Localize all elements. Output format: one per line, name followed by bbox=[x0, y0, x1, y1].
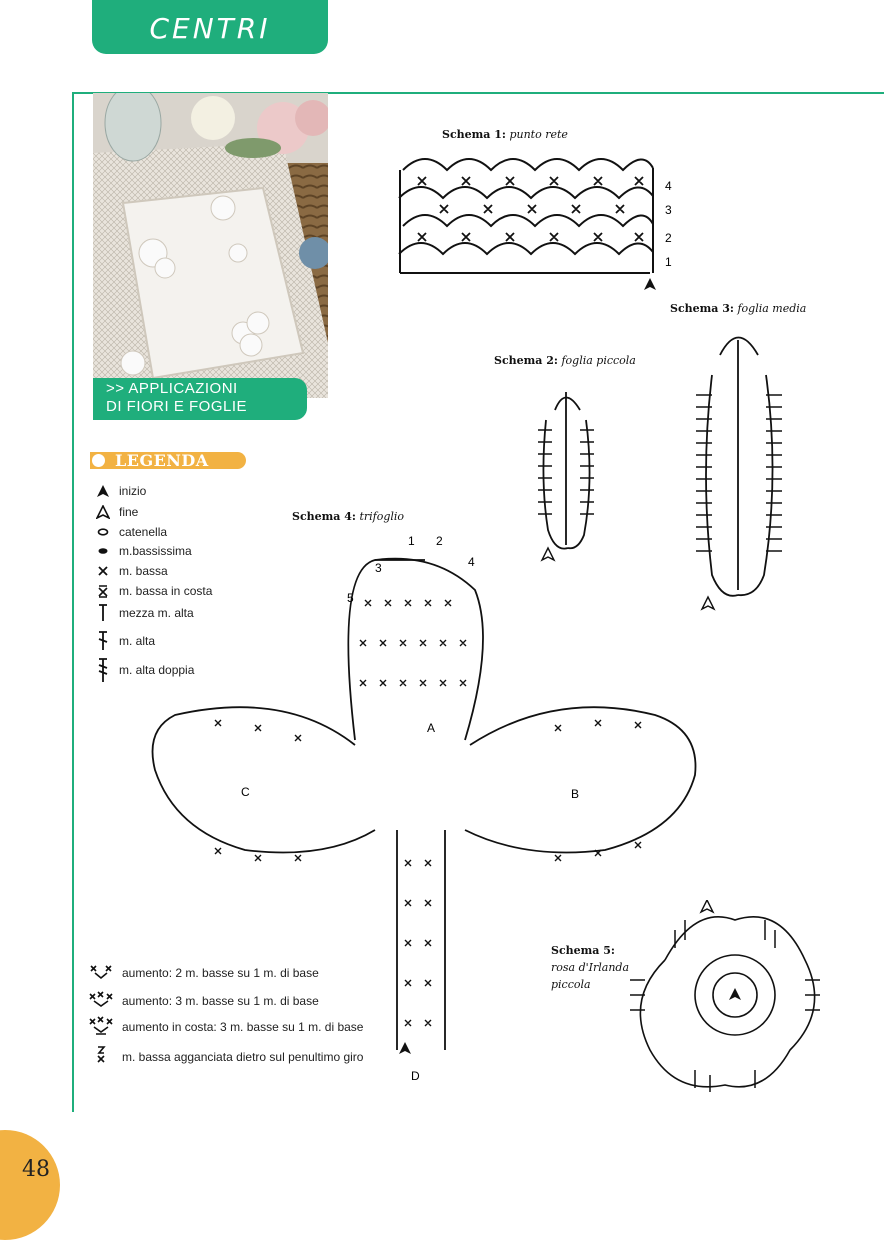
legend-item: m. alta bbox=[92, 631, 155, 651]
banner-line-2: DI FIORI E FOGLIE bbox=[106, 398, 248, 415]
schema-4-num-4: 4 bbox=[468, 555, 475, 569]
treble-crochet-symbol-icon bbox=[92, 660, 114, 680]
legend-item: catenella bbox=[92, 522, 167, 542]
schema-1-diagram bbox=[385, 150, 685, 295]
schema-4-num-2: 2 bbox=[436, 534, 443, 548]
increase-two-icon bbox=[88, 962, 114, 985]
legend-item: m. bassa in costa bbox=[92, 581, 212, 601]
start-symbol-icon bbox=[92, 481, 114, 501]
schema-5-label: Schema 5: rosa d'Irlanda piccola bbox=[551, 944, 630, 991]
legend-item: m.bassissima bbox=[92, 541, 192, 561]
schema-1-row-3: 3 bbox=[665, 203, 672, 217]
photo-doily bbox=[93, 93, 328, 398]
legend-item: m. bassa bbox=[92, 561, 168, 581]
increase-ribbed-icon bbox=[88, 1015, 114, 1040]
legend-item: m. alta doppia bbox=[92, 660, 194, 680]
legend-dot-icon bbox=[92, 454, 105, 467]
photo-banner-text bbox=[106, 380, 306, 416]
schema-4-num-3: 3 bbox=[375, 561, 382, 575]
schema-2-label: Schema 2: foglia piccola bbox=[494, 354, 636, 367]
legend-title: LEGENDA bbox=[115, 451, 209, 470]
schema-4-num-5: 5 bbox=[347, 591, 354, 605]
legend-increase-item: m. bassa agganciata dietro sul penultimo giro bbox=[88, 1046, 363, 1068]
legend-increase-item: aumento: 3 m. basse su 1 m. di base bbox=[88, 990, 319, 1012]
schema-4-letter-a: A bbox=[427, 721, 436, 735]
schema-4-letter-d: D bbox=[411, 1069, 420, 1083]
schema-4-letter-c: C bbox=[241, 785, 250, 799]
legend-increase-item: aumento in costa: 3 m. basse su 1 m. di base bbox=[88, 1016, 363, 1038]
schema-1-label: Schema 1: punto rete bbox=[442, 128, 568, 141]
page-number: 48 bbox=[22, 1157, 50, 1182]
frame-line-left bbox=[72, 92, 74, 1112]
schema-4-label: Schema 4: trifoglio bbox=[292, 510, 405, 523]
page-number-corner bbox=[0, 1130, 60, 1240]
increase-three-icon bbox=[88, 990, 114, 1013]
hooked-stitch-icon bbox=[88, 1044, 114, 1071]
legend-item: inizio bbox=[92, 481, 146, 501]
schema-3-label: Schema 3: foglia media bbox=[670, 302, 807, 315]
legend-increase-item: aumento: 2 m. basse su 1 m. di base bbox=[88, 962, 319, 984]
legend-item: fine bbox=[92, 502, 138, 522]
legend-item: mezza m. alta bbox=[92, 603, 194, 623]
slip-stitch-symbol-icon bbox=[92, 541, 114, 561]
banner-line-1: >> APPLICAZIONI bbox=[106, 380, 238, 397]
schema-5-diagram bbox=[615, 900, 830, 1100]
single-crochet-symbol-icon bbox=[92, 561, 114, 581]
schema-4-num-1: 1 bbox=[408, 534, 415, 548]
double-crochet-symbol-icon bbox=[92, 631, 114, 651]
section-title: CENTRI bbox=[149, 12, 271, 45]
schema-4-letter-b: B bbox=[571, 787, 580, 801]
chain-symbol-icon bbox=[92, 522, 114, 542]
ribbed-single-crochet-symbol-icon bbox=[92, 581, 114, 601]
half-double-symbol-icon bbox=[92, 603, 114, 623]
schema-1-row-1: 1 bbox=[665, 255, 672, 269]
end-symbol-icon bbox=[92, 502, 114, 522]
schema-1-row-2: 2 bbox=[665, 231, 672, 245]
schema-1-row-4: 4 bbox=[665, 179, 672, 193]
